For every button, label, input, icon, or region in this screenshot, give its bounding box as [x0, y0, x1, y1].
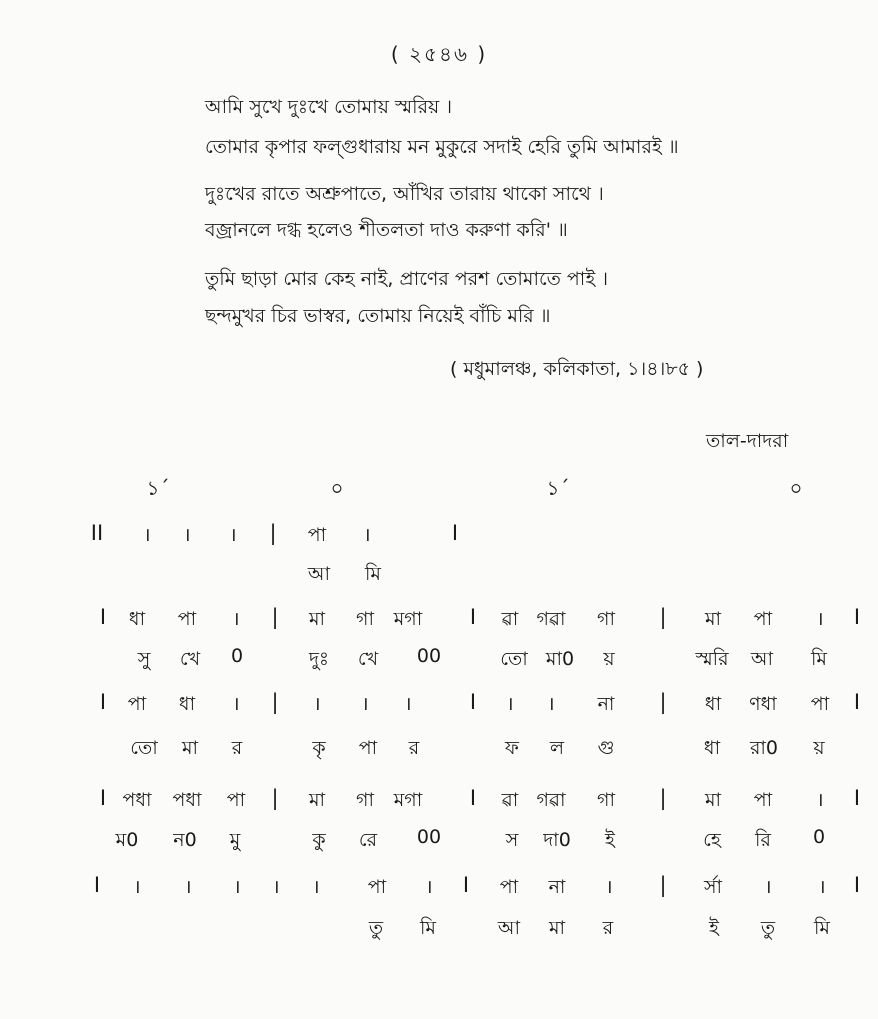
bar-line: I — [99, 786, 107, 810]
bani-syllable: সু — [137, 648, 151, 670]
swar-note: । — [183, 524, 191, 546]
source-citation: ( মধুমালঞ্চ, কলিকাতা, ১।৪।৮৫ ) — [450, 358, 704, 380]
swar-note: পা — [753, 789, 773, 811]
bani-syllable: র — [408, 737, 420, 759]
bani-syllable: স্মরি — [695, 648, 729, 670]
bani-syllable: তু — [368, 917, 384, 939]
swar-note: মা — [704, 608, 722, 630]
swar-note: গৱা — [536, 789, 566, 811]
bar-line: I — [853, 605, 861, 629]
swar-note: গা — [597, 608, 615, 630]
taal-name: তাল-দাদরা — [706, 430, 789, 452]
taal-marker: ০ — [330, 476, 344, 500]
swar-note: । — [313, 693, 321, 715]
bani-syllable: ই — [605, 829, 615, 851]
swar-note: ধা — [704, 693, 722, 715]
bani-syllable: দা0 — [543, 829, 571, 851]
swar-note: পা — [226, 789, 246, 811]
bar-line: I — [853, 873, 861, 897]
bar-line: | — [659, 605, 667, 629]
swar-note: । — [818, 876, 826, 898]
bar-line: I — [99, 690, 107, 714]
bani-syllable: খে — [179, 648, 201, 670]
bar-line: | — [659, 690, 667, 714]
swar-note: র্সা — [703, 876, 723, 898]
bani-syllable: র — [231, 737, 243, 759]
swar-note: । — [232, 608, 240, 630]
lyric-line: বজ্রানলে দগ্ধ হলেও শীতলতা দাও করুণা করি' ॥ — [205, 219, 568, 241]
bar-line: | — [271, 786, 279, 810]
swar-note: । — [229, 524, 237, 546]
bar-line: | — [269, 521, 277, 545]
bani-syllable: আ — [750, 648, 774, 670]
swar-note: । — [363, 524, 371, 546]
taal-marker: ১´ — [146, 476, 170, 500]
bani-syllable: মি — [814, 917, 830, 939]
bani-syllable: র — [602, 917, 614, 939]
bani-syllable: আ — [497, 917, 521, 939]
bani-syllable: ম0 — [115, 829, 139, 851]
bani-syllable: ই — [709, 917, 719, 939]
swar-note: । — [233, 876, 241, 898]
swar-note: । — [764, 876, 772, 898]
swar-note: । — [404, 693, 412, 715]
swar-note: না — [548, 876, 566, 898]
bani-syllable: মি — [811, 648, 827, 670]
bar-line: I — [853, 690, 861, 714]
swar-note: । — [133, 876, 141, 898]
bani-syllable: দুঃ — [308, 648, 330, 670]
swar-note: । — [605, 876, 613, 898]
bani-syllable: তো — [500, 648, 528, 670]
bar-line: I — [469, 690, 477, 714]
swar-note: গা — [597, 789, 615, 811]
bani-syllable: মা — [181, 737, 199, 759]
swar-note: গা — [356, 789, 374, 811]
bani-syllable: কু — [312, 829, 326, 851]
bar-line: I — [99, 605, 107, 629]
swar-note: । — [506, 693, 514, 715]
bar-line: I — [93, 873, 101, 897]
bani-syllable: কৃ — [312, 737, 326, 759]
swar-note: । — [312, 876, 320, 898]
bani-syllable: মু — [229, 829, 241, 851]
swar-note: পা — [499, 876, 519, 898]
bani-syllable: তু — [760, 917, 776, 939]
bani-syllable: আ — [307, 563, 331, 585]
swar-note: মগা — [393, 789, 423, 811]
swar-note: পধা — [122, 789, 152, 811]
bani-syllable: রি — [755, 829, 771, 851]
swar-note: । — [272, 876, 280, 898]
swar-note: । — [816, 608, 824, 630]
swar-note: মা — [704, 789, 722, 811]
bani-syllable: ধা — [703, 737, 721, 759]
swar-note: । — [184, 876, 192, 898]
swar-note: । — [547, 693, 555, 715]
bani-syllable: য় — [813, 737, 825, 759]
bar-line: | — [659, 786, 667, 810]
bani-syllable: হে — [703, 829, 721, 851]
swar-note: । — [232, 693, 240, 715]
bani-syllable: তো — [130, 737, 158, 759]
bar-line: I — [469, 786, 477, 810]
swar-note: পা — [753, 608, 773, 630]
bar-line: II — [90, 521, 104, 545]
swar-note: পা — [367, 876, 387, 898]
bar-line: I — [469, 605, 477, 629]
bani-syllable: মি — [420, 917, 436, 939]
swar-note: পা — [810, 693, 830, 715]
bani-syllable: মা0 — [545, 648, 575, 670]
swar-note: ণধা — [749, 693, 777, 715]
page-number: ( ২৫৪৬ ) — [390, 42, 488, 66]
bani-syllable: গু — [597, 737, 615, 759]
swar-note: ৱা — [501, 789, 519, 811]
swar-note: । — [425, 876, 433, 898]
bar-line: I — [462, 873, 470, 897]
bani-syllable: খে — [357, 648, 379, 670]
swar-note: । — [361, 693, 369, 715]
bani-syllable: ফ — [505, 737, 519, 759]
bani-syllable: রা0 — [749, 737, 779, 759]
swar-note: পা — [307, 524, 327, 546]
bani-syllable: 0 — [230, 645, 244, 667]
swar-note: ৱা — [501, 608, 519, 630]
bani-syllable: 00 — [416, 645, 442, 667]
swar-note: গৱা — [536, 608, 566, 630]
swar-note: ধা — [128, 608, 146, 630]
bani-syllable: 0 — [812, 826, 826, 848]
lyric-line: তুমি ছাড়া মোর কেহ নাই, প্রাণের পরশ তোমাতে পাই । — [205, 268, 609, 290]
bani-syllable: রে — [358, 829, 378, 851]
swar-note: । — [143, 524, 151, 546]
swar-note: গা — [356, 608, 374, 630]
bani-syllable: ল — [549, 737, 565, 759]
lyric-line: ছন্দমুখর চির ভাস্বর, তোমায় নিয়েই বাঁচি মরি ॥ — [205, 305, 551, 327]
lyric-line: তোমার কৃপার ফল্গুধারায় মন মুকুরে সদাই হেরি তুমি আমারই ॥ — [205, 136, 679, 158]
swar-note: ধা — [178, 693, 196, 715]
bani-syllable: মি — [365, 563, 381, 585]
bani-syllable: স — [505, 829, 519, 851]
swar-note: মা — [308, 608, 326, 630]
taal-marker: ০ — [789, 476, 803, 500]
bar-line: | — [271, 690, 279, 714]
swar-note: না — [597, 693, 615, 715]
swar-note: পধা — [172, 789, 202, 811]
bar-line: | — [659, 873, 667, 897]
swar-note: পা — [127, 693, 147, 715]
swar-note: পা — [177, 608, 197, 630]
bani-syllable: পা — [358, 737, 378, 759]
bani-syllable: মা — [548, 917, 566, 939]
bar-line: I — [853, 786, 861, 810]
taal-marker: ১´ — [546, 476, 570, 500]
lyric-line: আমি সুখে দুঃখে তোমায় স্মরিয় । — [205, 96, 453, 118]
bar-line: | — [271, 605, 279, 629]
lyric-line: দুঃখের রাতে অশ্রুপাতে, আঁখির তারায় থাকো সাথে । — [205, 183, 604, 205]
bani-syllable: ন0 — [173, 829, 197, 851]
swar-note: মা — [308, 789, 326, 811]
swar-note: মগা — [393, 608, 423, 630]
bar-line: I — [451, 521, 459, 545]
bani-syllable: 00 — [416, 826, 442, 848]
bani-syllable: য় — [603, 648, 615, 670]
swar-note: । — [816, 789, 824, 811]
